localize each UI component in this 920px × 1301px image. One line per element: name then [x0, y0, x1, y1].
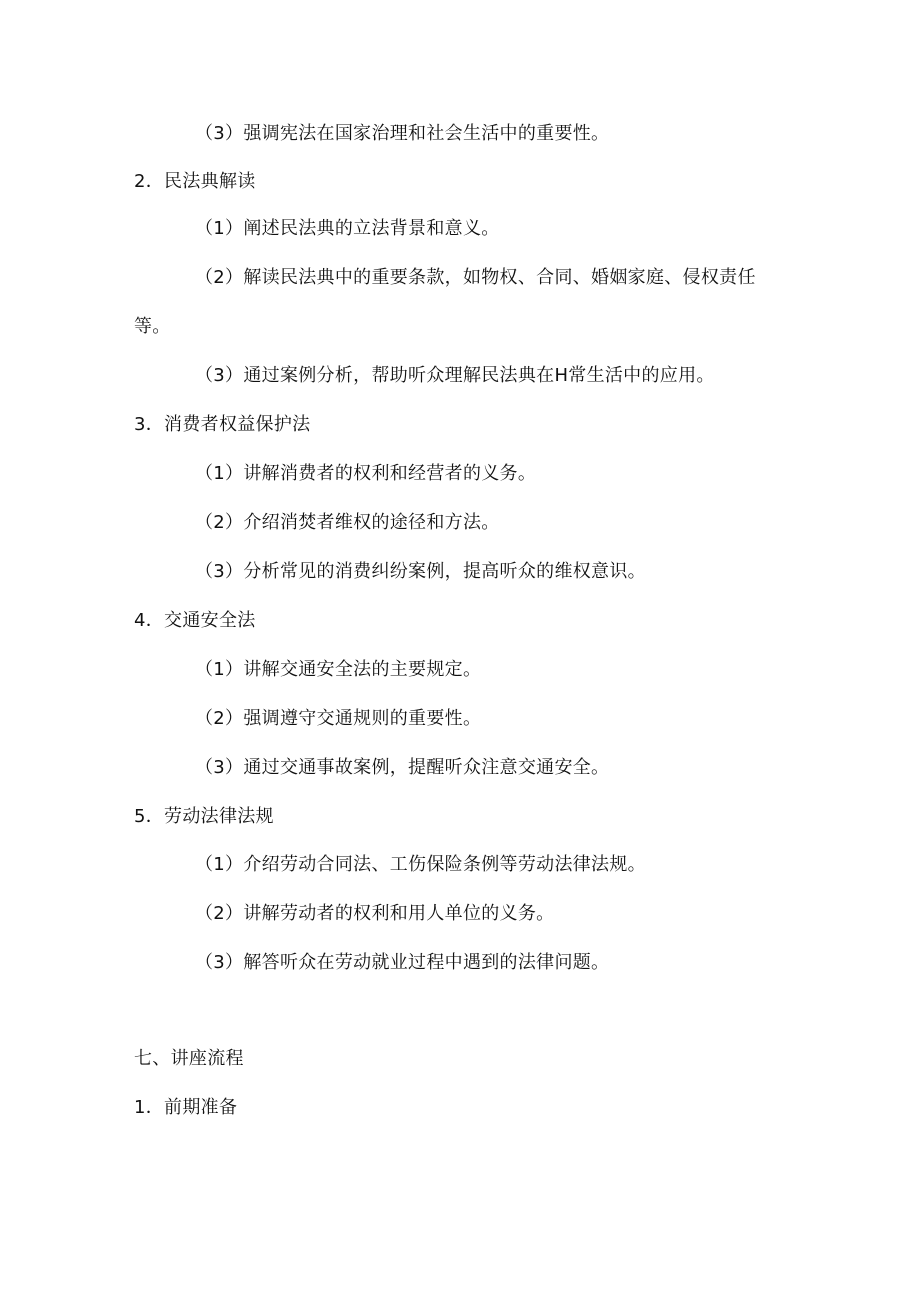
section-heading-traffic-law: 4．交通安全法 — [134, 610, 256, 631]
paragraph-item-consumer-2: （2）介绍消焚者维权的途径和方法。 — [195, 512, 500, 533]
paragraph-item-labor-2: （2）讲解劳动者的权利和用人单位的义务。 — [195, 903, 555, 924]
paragraph-item-civil-code-2: （2）解读民法典中的重要条款，如物权、合同、婚姻家庭、侵权责任 — [195, 267, 756, 288]
paragraph-item-traffic-1: （1）讲解交通安全法的主要规定。 — [195, 659, 482, 680]
section-heading-consumer-law: 3．消费者权益保护法 — [134, 414, 311, 435]
paragraph-item-consumer-3: （3）分析常见的消费纠纷案例，提高听众的维权意识。 — [195, 561, 646, 582]
paragraph-item-consumer-1: （1）讲解消费者的权利和经营者的义务。 — [195, 463, 537, 484]
paragraph-item-traffic-3: （3）通过交通事故案例，提醒听众注意交通安全。 — [195, 757, 610, 778]
paragraph-item-civil-code-3: （3）通过案例分析，帮助听众理解民法典在H常生活中的应用。 — [195, 365, 715, 386]
section-heading-preparation: 1．前期准备 — [134, 1097, 238, 1118]
paragraph-item-traffic-2: （2）强调遵守交通规则的重要性。 — [195, 708, 482, 729]
section-heading-labor-law: 5．劳动法律法规 — [134, 806, 274, 827]
paragraph-item-labor-1: （1）介绍劳动合同法、工伤保险条例等劳动法律法规。 — [195, 854, 646, 875]
paragraph-item-civil-code-1: （1）阐述民法典的立法背景和意义。 — [195, 218, 500, 239]
paragraph-continuation: 等。 — [134, 316, 171, 337]
paragraph-item-labor-3: （3）解答听众在劳动就业过程中遇到的法律问题。 — [195, 952, 610, 973]
section-heading-civil-code: 2．民法典解读 — [134, 171, 256, 192]
chapter-heading-lecture-process: 七、讲座流程 — [134, 1048, 244, 1069]
paragraph-item-constitution-3: （3）强调宪法在国家治理和社会生活中的重要性。 — [195, 123, 610, 144]
